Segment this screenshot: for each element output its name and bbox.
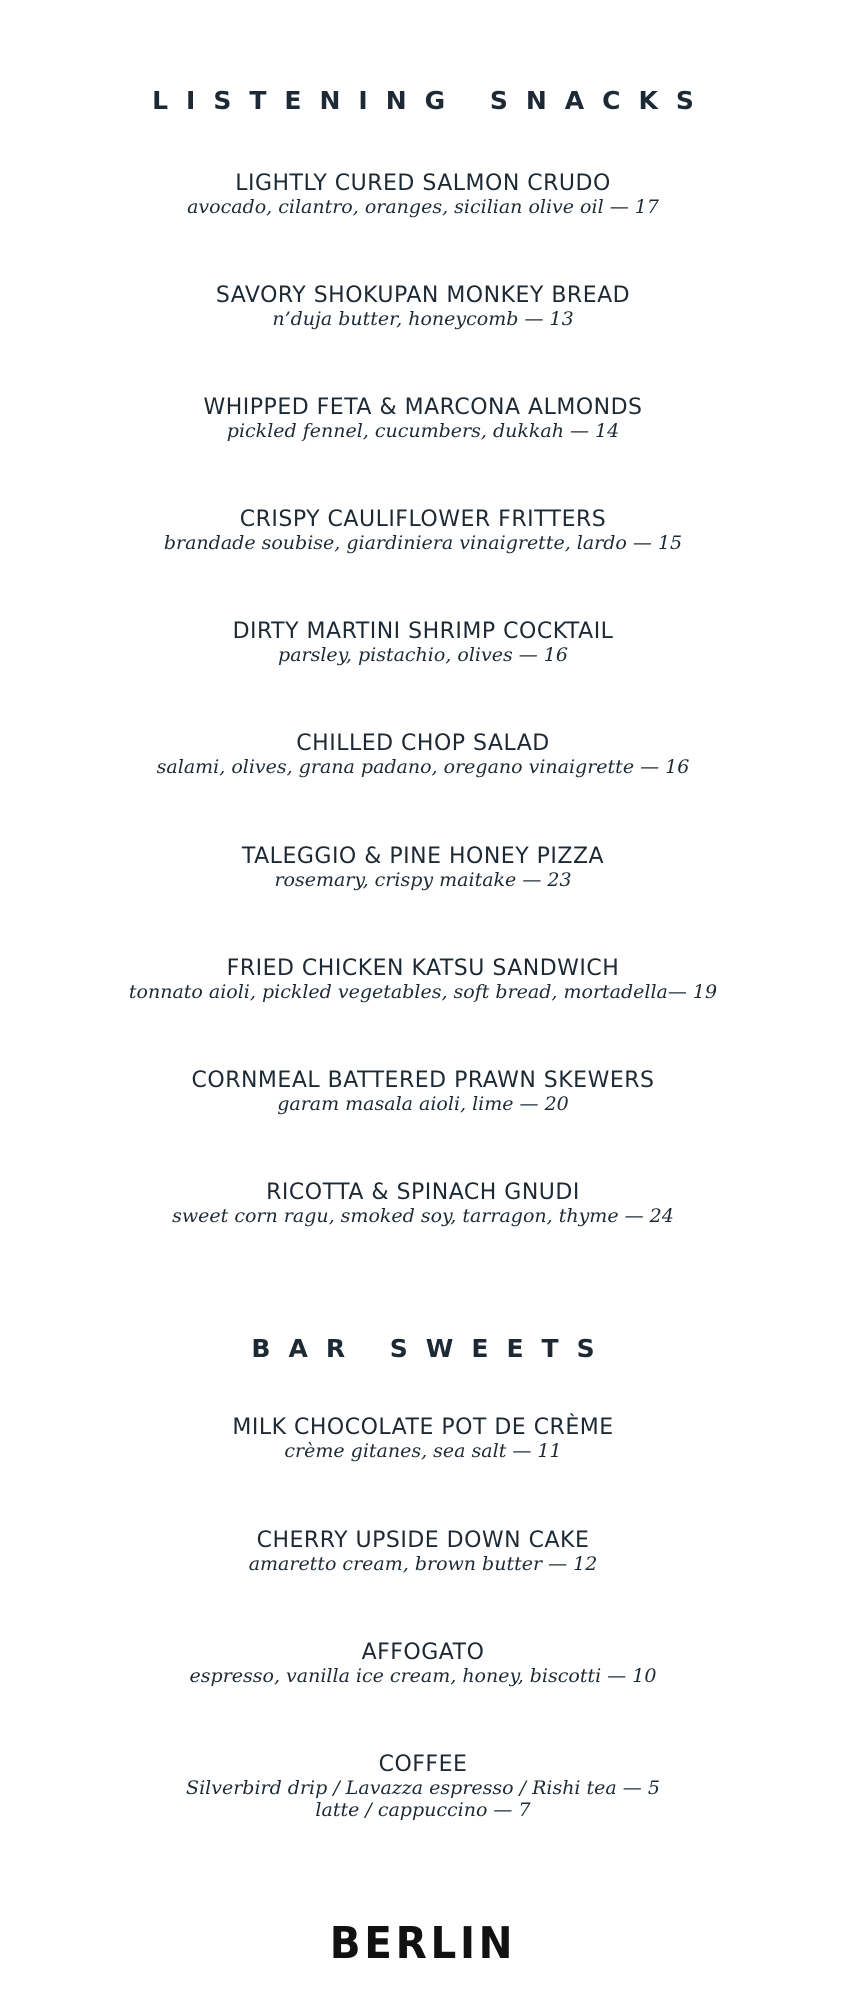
menu-item-name: MILK CHOCOLATE POT DE CRÈME	[232, 1415, 614, 1440]
menu-item-description: garam masala aioli, lime — 20	[277, 1093, 569, 1115]
menu-item	[0, 845, 846, 891]
menu-item-name: CRISPY CAULIFLOWER FRITTERS	[239, 507, 607, 532]
menu-item-name: SAVORY SHOKUPAN MONKEY BREAD	[215, 283, 631, 308]
menu-item	[0, 1529, 846, 1575]
menu-item	[0, 1181, 846, 1227]
menu-item	[0, 732, 846, 778]
menu-item	[0, 396, 846, 442]
menu-item-name: CHILLED CHOP SALAD	[296, 731, 550, 756]
menu-item-description: pickled fennel, cucumbers, dukkah — 14	[226, 420, 620, 442]
menu-item-description: salami, olives, grana padano, oregano vinaigrette — 16	[156, 756, 690, 778]
menu-item-description: n’duja butter, honeycomb — 13	[272, 308, 574, 330]
menu-item-description: espresso, vanilla ice cream, honey, biscotti — 10	[189, 1665, 657, 1687]
menu-item	[0, 957, 846, 1003]
menu-item-description: Silverbird drip / Lavazza espresso / Rishi tea — 5	[186, 1777, 660, 1799]
menu-item-description-secondary: latte / cappuccino — 7	[315, 1799, 531, 1821]
menu-item	[0, 1069, 846, 1115]
menu-item-name: COFFEE	[378, 1752, 468, 1777]
menu-item-description: amaretto cream, brown butter — 12	[248, 1553, 598, 1575]
menu-item	[0, 172, 846, 218]
menu-item-name: RICOTTA & SPINACH GNUDI	[266, 1180, 580, 1205]
menu-item-name: AFFOGATO	[361, 1640, 485, 1665]
menu-item-name: FRIED CHICKEN KATSU SANDWICH	[226, 956, 620, 981]
menu-item-name: WHIPPED FETA & MARCONA ALMONDS	[203, 395, 643, 420]
menu-item-description: tonnato aioli, pickled vegetables, soft bread, mortadella— 19	[128, 981, 718, 1003]
menu-item	[0, 284, 846, 330]
section-heading-bar-sweets: BAR SWEETS	[251, 1334, 613, 1363]
menu-item-name: CHERRY UPSIDE DOWN CAKE	[256, 1528, 590, 1553]
menu-item	[0, 1416, 846, 1462]
menu-item-description: brandade soubise, giardiniera vinaigrette, lardo — 15	[163, 532, 683, 554]
menu-item	[0, 508, 846, 554]
menu-item-description: crème gitanes, sea salt — 11	[284, 1440, 562, 1462]
menu-item	[0, 1641, 846, 1687]
menu-item-name: CORNMEAL BATTERED PRAWN SKEWERS	[191, 1068, 655, 1093]
menu-item	[0, 620, 846, 666]
menu-item-description: rosemary, crispy maitake — 23	[274, 869, 572, 891]
menu-item-name: LIGHTLY CURED SALMON CRUDO	[235, 171, 611, 196]
menu-item-name: TALEGGIO & PINE HONEY PIZZA	[241, 844, 605, 869]
section-heading-listening-snacks: LISTENING SNACKS	[152, 86, 712, 115]
menu-item	[0, 1753, 846, 1821]
menu-item-description: parsley, pistachio, olives — 16	[278, 644, 568, 666]
menu-item-description: sweet corn ragu, smoked soy, tarragon, thyme — 24	[172, 1205, 674, 1227]
menu-item-description: avocado, cilantro, oranges, sicilian olive oil — 17	[187, 196, 659, 218]
brand-logo: BERLIN	[329, 1918, 517, 1969]
menu-item-name: DIRTY MARTINI SHRIMP COCKTAIL	[232, 619, 614, 644]
